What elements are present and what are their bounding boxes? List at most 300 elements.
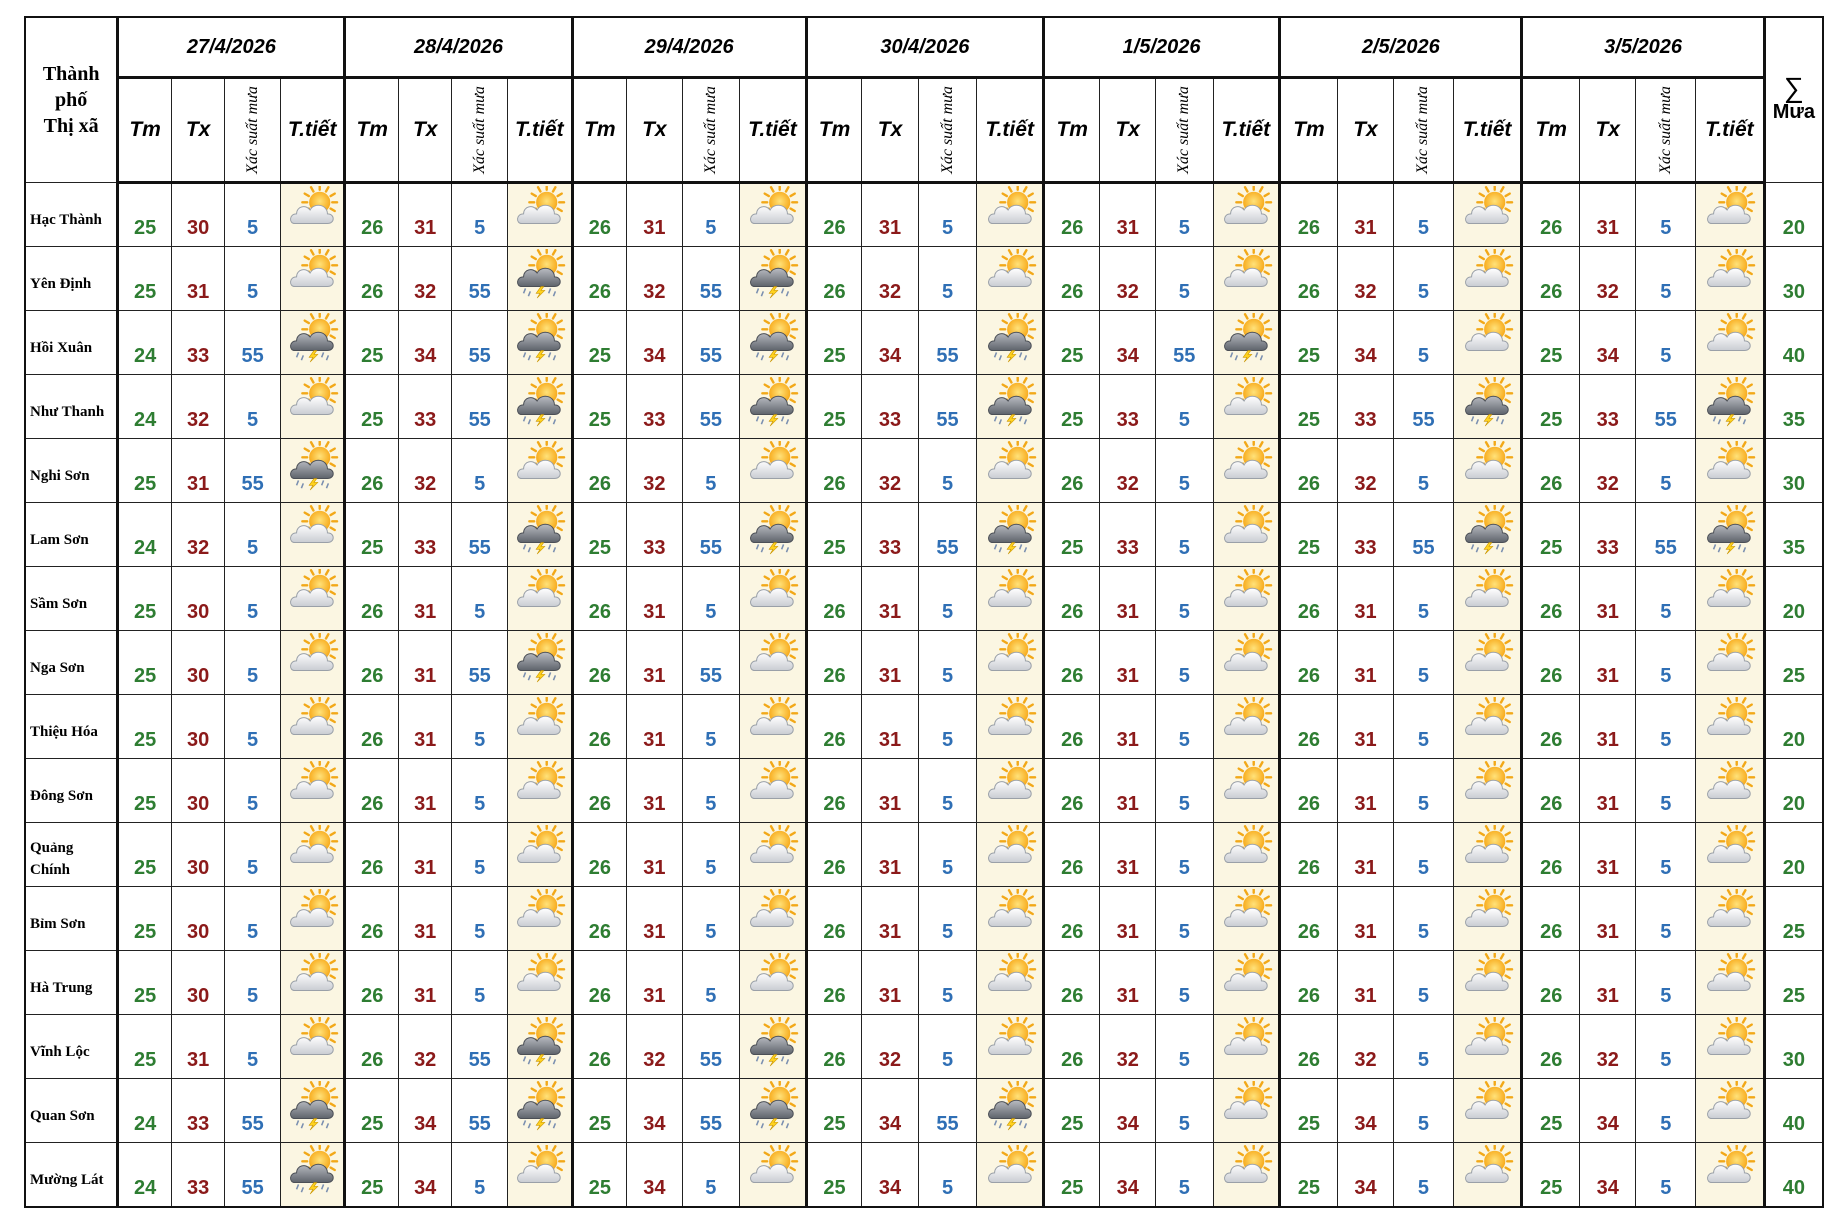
weather-icon-cell [740,1143,807,1207]
weather-icon-cell [280,695,345,759]
rain-probability-cell: 5 [1155,887,1213,951]
min-temp-cell: 26 [1280,887,1338,951]
table-row [25,695,1823,759]
max-temp-cell: 34 [627,1143,683,1207]
max-temp-cell: 31 [398,183,451,247]
weather-icon-cell [1696,503,1765,567]
rain-probability-cell: 5 [1636,567,1696,631]
partly-cloudy-sun-icon [1460,249,1514,299]
partly-cloudy-sun-icon [1702,1017,1756,1067]
min-temp-cell: 26 [1280,823,1338,887]
max-temp-cell: 31 [398,695,451,759]
min-temp-cell: 26 [572,823,627,887]
partly-cloudy-sun-icon [983,889,1037,939]
min-temp-cell: 26 [1280,631,1338,695]
city-name: Hạc Thành [25,183,118,247]
partly-cloudy-sun-icon [983,697,1037,747]
rain-probability-cell: 55 [682,375,740,439]
date-header: 30/4/2026 [806,17,1043,78]
weather-icon-cell [977,695,1044,759]
city-name: Lam Sơn [25,503,118,567]
min-temp-cell: 26 [1280,1015,1338,1079]
partly-cloudy-sun-icon [1460,633,1514,683]
weather-icon-cell [1696,439,1765,503]
rain-probability-cell: 5 [682,183,740,247]
max-temp-cell: 34 [1100,1079,1156,1143]
rain-probability-label: Xác suất mưa [938,86,956,174]
max-temp-cell: 32 [1100,1015,1156,1079]
partly-cloudy-sun-icon [1219,953,1273,1003]
sigma-icon: ∑ [1783,72,1804,103]
max-temp-cell: 31 [1579,887,1636,951]
rain-probability-cell: 5 [682,823,740,887]
rain-probability-cell: 5 [1394,823,1454,887]
weather-icon-cell [1453,951,1522,1015]
rain-probability-cell: 55 [918,311,977,375]
max-temp-cell: 34 [1579,1079,1636,1143]
max-temp-cell: 31 [1337,695,1394,759]
max-temp-cell: 31 [1100,183,1156,247]
rain-probability-header [918,78,977,183]
thunderstorm-rain-icon [1219,313,1273,363]
rain-probability-cell: 55 [452,1015,508,1079]
max-temp-cell: 31 [1100,695,1156,759]
max-temp-cell: 34 [398,311,451,375]
partly-cloudy-sun-icon [1219,441,1273,491]
min-temp-cell: 25 [118,823,171,887]
rain-probability-cell: 5 [1155,503,1213,567]
thunderstorm-rain-icon [983,377,1037,427]
partly-cloudy-sun-icon [512,186,566,236]
min-temp-cell: 26 [806,695,862,759]
rain-probability-cell: 5 [1394,1015,1454,1079]
max-temp-cell: 34 [1579,311,1636,375]
weather-icon-cell [1696,1015,1765,1079]
partly-cloudy-sun-icon [1219,697,1273,747]
min-temp-cell: 25 [118,631,171,695]
partly-cloudy-sun-icon [983,569,1037,619]
max-temp-cell: 31 [1100,887,1156,951]
weather-icon-cell [1213,887,1280,951]
min-temp-cell: 24 [118,503,171,567]
max-temp-cell: 30 [171,567,224,631]
max-temp-cell: 31 [1100,567,1156,631]
min-temp-header: Tm [1280,78,1338,183]
max-temp-cell: 31 [627,951,683,1015]
min-temp-cell: 26 [1522,823,1580,887]
min-temp-cell: 26 [1043,951,1100,1015]
min-temp-header: Tm [1043,78,1100,183]
weather-icon-cell [977,375,1044,439]
partly-cloudy-sun-icon [745,697,799,747]
rain-probability-cell: 5 [452,439,508,503]
rain-probability-cell: 5 [1155,1143,1213,1207]
min-temp-cell: 26 [345,567,398,631]
rain-probability-cell: 55 [225,1079,281,1143]
rain-probability-cell: 5 [1155,1079,1213,1143]
date-header: 3/5/2026 [1522,17,1764,78]
min-temp-cell: 26 [1280,759,1338,823]
rain-probability-cell: 55 [225,439,281,503]
rain-probability-cell: 5 [1394,759,1454,823]
weather-icon-cell [977,823,1044,887]
rain-probability-cell: 5 [1394,951,1454,1015]
city-column-header [25,17,118,183]
table-row [25,247,1823,311]
partly-cloudy-sun-icon [745,441,799,491]
partly-cloudy-sun-icon [285,249,339,299]
rain-probability-cell: 5 [225,1015,281,1079]
thunderstorm-rain-icon [745,377,799,427]
partly-cloudy-sun-icon [285,569,339,619]
rain-probability-cell: 5 [918,631,977,695]
partly-cloudy-sun-icon [1460,697,1514,747]
max-temp-cell: 33 [1100,375,1156,439]
rain-probability-cell: 5 [918,823,977,887]
min-temp-cell: 26 [806,951,862,1015]
weather-icon-cell [740,631,807,695]
weather-icon-cell [1453,183,1522,247]
min-temp-cell: 26 [806,247,862,311]
weather-icon-cell [977,1079,1044,1143]
rain-total-cell: 30 [1764,247,1823,311]
rain-total-cell: 40 [1764,1079,1823,1143]
partly-cloudy-sun-icon [1219,1081,1273,1131]
weather-icon-cell [280,823,345,887]
min-temp-cell: 26 [1280,247,1338,311]
weather-icon-cell [740,823,807,887]
max-temp-cell: 32 [1337,247,1394,311]
max-temp-cell: 34 [1337,1143,1394,1207]
rain-probability-cell: 5 [1636,439,1696,503]
partly-cloudy-sun-icon [1219,377,1273,427]
max-temp-cell: 32 [627,1015,683,1079]
partly-cloudy-sun-icon [745,633,799,683]
rain-probability-label: Xác suất mưa [243,86,261,174]
partly-cloudy-sun-icon [1460,953,1514,1003]
weather-icon-cell [1696,631,1765,695]
rain-probability-cell: 5 [682,695,740,759]
max-temp-cell: 31 [862,695,919,759]
table-row [25,1079,1823,1143]
rain-probability-cell: 5 [1155,695,1213,759]
weather-icon-cell [1213,1079,1280,1143]
min-temp-cell: 26 [1522,1015,1580,1079]
weather-icon-cell [280,503,345,567]
rain-probability-cell: 5 [1636,1143,1696,1207]
rain-probability-cell: 5 [1636,887,1696,951]
rain-probability-cell: 5 [1155,823,1213,887]
min-temp-cell: 26 [572,695,627,759]
table-row [25,951,1823,1015]
rain-total-cell: 25 [1764,887,1823,951]
max-temp-cell: 31 [1337,951,1394,1015]
weather-icon-cell [740,695,807,759]
max-temp-cell: 32 [627,439,683,503]
partly-cloudy-sun-icon [1460,569,1514,619]
min-temp-cell: 26 [806,1015,862,1079]
partly-cloudy-sun-icon [512,953,566,1003]
max-temp-cell: 31 [398,631,451,695]
rain-probability-cell: 55 [1394,503,1454,567]
weather-icon-cell [507,887,572,951]
partly-cloudy-sun-icon [1219,249,1273,299]
max-temp-header: Tx [171,78,224,183]
rain-probability-cell: 5 [918,695,977,759]
thunderstorm-rain-icon [512,505,566,555]
partly-cloudy-sun-icon [285,825,339,875]
partly-cloudy-sun-icon [285,953,339,1003]
partly-cloudy-sun-icon [1460,1017,1514,1067]
rain-probability-cell: 55 [682,1079,740,1143]
max-temp-cell: 34 [398,1143,451,1207]
max-temp-cell: 32 [1100,247,1156,311]
rain-probability-cell: 5 [225,823,281,887]
rain-probability-cell: 5 [1636,631,1696,695]
rain-probability-cell: 5 [1394,183,1454,247]
rain-probability-cell: 55 [225,311,281,375]
rain-probability-cell: 5 [452,887,508,951]
min-temp-cell: 25 [1043,1079,1100,1143]
rain-probability-cell: 5 [682,951,740,1015]
weather-header: T.tiết [977,78,1044,183]
min-temp-cell: 24 [118,1079,171,1143]
rain-total-cell: 20 [1764,695,1823,759]
rain-probability-header [1636,78,1696,183]
date-header: 28/4/2026 [345,17,572,78]
partly-cloudy-sun-icon [1702,569,1756,619]
weather-icon-cell [740,1015,807,1079]
min-temp-cell: 25 [806,1143,862,1207]
rain-probability-cell: 5 [1636,695,1696,759]
partly-cloudy-sun-icon [1702,889,1756,939]
rain-total-cell: 40 [1764,1143,1823,1207]
weather-icon-cell [280,567,345,631]
min-temp-cell: 25 [345,375,398,439]
weather-icon-cell [1213,1143,1280,1207]
min-temp-cell: 26 [345,247,398,311]
min-temp-cell: 25 [1522,1079,1580,1143]
table-row [25,631,1823,695]
weather-icon-cell [1696,567,1765,631]
rain-probability-header [452,78,508,183]
thunderstorm-rain-icon [285,1145,339,1195]
partly-cloudy-sun-icon [1219,569,1273,619]
max-temp-cell: 34 [1337,311,1394,375]
max-temp-cell: 33 [862,503,919,567]
max-temp-cell: 34 [862,311,919,375]
max-temp-cell: 32 [1100,439,1156,503]
weather-icon-cell [1213,183,1280,247]
min-temp-header: Tm [118,78,171,183]
max-temp-cell: 31 [862,951,919,1015]
rain-probability-cell: 5 [1636,311,1696,375]
max-temp-cell: 31 [1100,631,1156,695]
min-temp-cell: 25 [1522,311,1580,375]
weather-icon-cell [1696,887,1765,951]
min-temp-cell: 26 [1522,567,1580,631]
date-header: 29/4/2026 [572,17,806,78]
min-temp-cell: 26 [1522,887,1580,951]
min-temp-cell: 26 [1522,247,1580,311]
min-temp-cell: 25 [118,695,171,759]
rain-probability-label: Xác suất mưa [1175,86,1193,174]
min-temp-cell: 24 [118,1143,171,1207]
max-temp-header: Tx [1579,78,1636,183]
rain-probability-cell: 55 [682,631,740,695]
min-temp-cell: 26 [1522,951,1580,1015]
partly-cloudy-sun-icon [512,1145,566,1195]
thunderstorm-rain-icon [983,505,1037,555]
weather-icon-cell [740,887,807,951]
max-temp-cell: 31 [1579,951,1636,1015]
thunderstorm-rain-icon [1460,505,1514,555]
partly-cloudy-sun-icon [1219,505,1273,555]
rain-total-cell: 30 [1764,1015,1823,1079]
rain-probability-cell: 5 [1636,247,1696,311]
rain-probability-cell: 5 [918,887,977,951]
weather-header: T.tiết [507,78,572,183]
partly-cloudy-sun-icon [745,825,799,875]
partly-cloudy-sun-icon [1219,1145,1273,1195]
max-temp-cell: 32 [862,247,919,311]
partly-cloudy-sun-icon [1460,1081,1514,1131]
max-temp-cell: 33 [1337,503,1394,567]
rain-total-cell: 20 [1764,759,1823,823]
min-temp-cell: 25 [572,1079,627,1143]
rain-probability-cell: 5 [225,503,281,567]
max-temp-cell: 30 [171,759,224,823]
rain-total-cell: 20 [1764,567,1823,631]
rain-probability-label: Xác suất mưa [1656,86,1674,174]
rain-probability-cell: 5 [918,183,977,247]
partly-cloudy-sun-icon [745,1145,799,1195]
partly-cloudy-sun-icon [1219,186,1273,236]
thunderstorm-rain-icon [512,633,566,683]
max-temp-cell: 32 [862,1015,919,1079]
min-temp-header: Tm [345,78,398,183]
partly-cloudy-sun-icon [512,825,566,875]
partly-cloudy-sun-icon [1460,186,1514,236]
min-temp-cell: 26 [1522,631,1580,695]
partly-cloudy-sun-icon [1219,1017,1273,1067]
weather-icon-cell [740,1079,807,1143]
rain-probability-cell: 5 [1394,1143,1454,1207]
min-temp-cell: 25 [1280,1079,1338,1143]
city-name: Hà Trung [25,951,118,1015]
partly-cloudy-sun-icon [745,569,799,619]
rain-probability-cell: 55 [1636,503,1696,567]
partly-cloudy-sun-icon [1702,633,1756,683]
weather-icon-cell [507,439,572,503]
rain-total-cell: 20 [1764,183,1823,247]
max-temp-header: Tx [1100,78,1156,183]
max-temp-cell: 31 [398,823,451,887]
max-temp-cell: 31 [398,567,451,631]
min-temp-cell: 25 [572,375,627,439]
rain-probability-cell: 55 [1155,311,1213,375]
weather-icon-cell [1696,1143,1765,1207]
partly-cloudy-sun-icon [285,505,339,555]
min-temp-cell: 26 [1043,631,1100,695]
max-temp-cell: 30 [171,887,224,951]
min-temp-header: Tm [572,78,627,183]
weather-icon-cell [977,503,1044,567]
partly-cloudy-sun-icon [745,889,799,939]
city-name: Hồi Xuân [25,311,118,375]
partly-cloudy-sun-icon [285,697,339,747]
rain-probability-cell: 5 [452,183,508,247]
min-temp-cell: 26 [1043,759,1100,823]
partly-cloudy-sun-icon [1702,953,1756,1003]
rain-total-cell: 35 [1764,503,1823,567]
table-row [25,311,1823,375]
weather-icon-cell [977,951,1044,1015]
rain-total-cell: 40 [1764,311,1823,375]
rain-probability-cell: 5 [225,887,281,951]
thunderstorm-rain-icon [512,1017,566,1067]
partly-cloudy-sun-icon [983,249,1037,299]
partly-cloudy-sun-icon [1702,313,1756,363]
rain-probability-cell: 5 [225,951,281,1015]
city-header-line: Thị xã [43,115,99,137]
rain-probability-cell: 55 [452,631,508,695]
rain-probability-cell: 5 [918,759,977,823]
partly-cloudy-sun-icon [1219,761,1273,811]
city-header-line: phố [55,89,88,111]
min-temp-cell: 25 [1280,375,1338,439]
partly-cloudy-sun-icon [1460,1145,1514,1195]
rain-probability-cell: 55 [918,375,977,439]
city-name: Quảng Chính [25,823,118,887]
weather-icon-cell [1453,503,1522,567]
weather-icon-cell [977,631,1044,695]
min-temp-cell: 25 [806,1079,862,1143]
table-row [25,439,1823,503]
weather-icon-cell [507,567,572,631]
rain-probability-cell: 5 [452,951,508,1015]
max-temp-cell: 31 [398,951,451,1015]
partly-cloudy-sun-icon [983,441,1037,491]
rain-probability-label: Xác suất mưa [701,86,719,174]
partly-cloudy-sun-icon [512,569,566,619]
weather-icon-cell [280,759,345,823]
min-temp-cell: 26 [806,183,862,247]
partly-cloudy-sun-icon [745,761,799,811]
rain-total-cell: 20 [1764,823,1823,887]
weather-icon-cell [977,183,1044,247]
max-temp-cell: 31 [862,567,919,631]
partly-cloudy-sun-icon [512,761,566,811]
thunderstorm-rain-icon [285,313,339,363]
city-name: Nga Sơn [25,631,118,695]
rain-probability-cell: 5 [1394,247,1454,311]
rain-probability-cell: 5 [452,1143,508,1207]
rain-probability-cell: 55 [452,247,508,311]
min-temp-cell: 25 [572,1143,627,1207]
max-temp-cell: 34 [862,1143,919,1207]
max-temp-cell: 32 [398,1015,451,1079]
partly-cloudy-sun-icon [1219,633,1273,683]
min-temp-cell: 26 [572,631,627,695]
min-temp-cell: 25 [1043,311,1100,375]
max-temp-cell: 31 [627,759,683,823]
min-temp-cell: 25 [1522,503,1580,567]
max-temp-cell: 33 [171,1079,224,1143]
min-temp-cell: 26 [572,439,627,503]
weather-header: T.tiết [1696,78,1765,183]
min-temp-cell: 26 [1043,247,1100,311]
